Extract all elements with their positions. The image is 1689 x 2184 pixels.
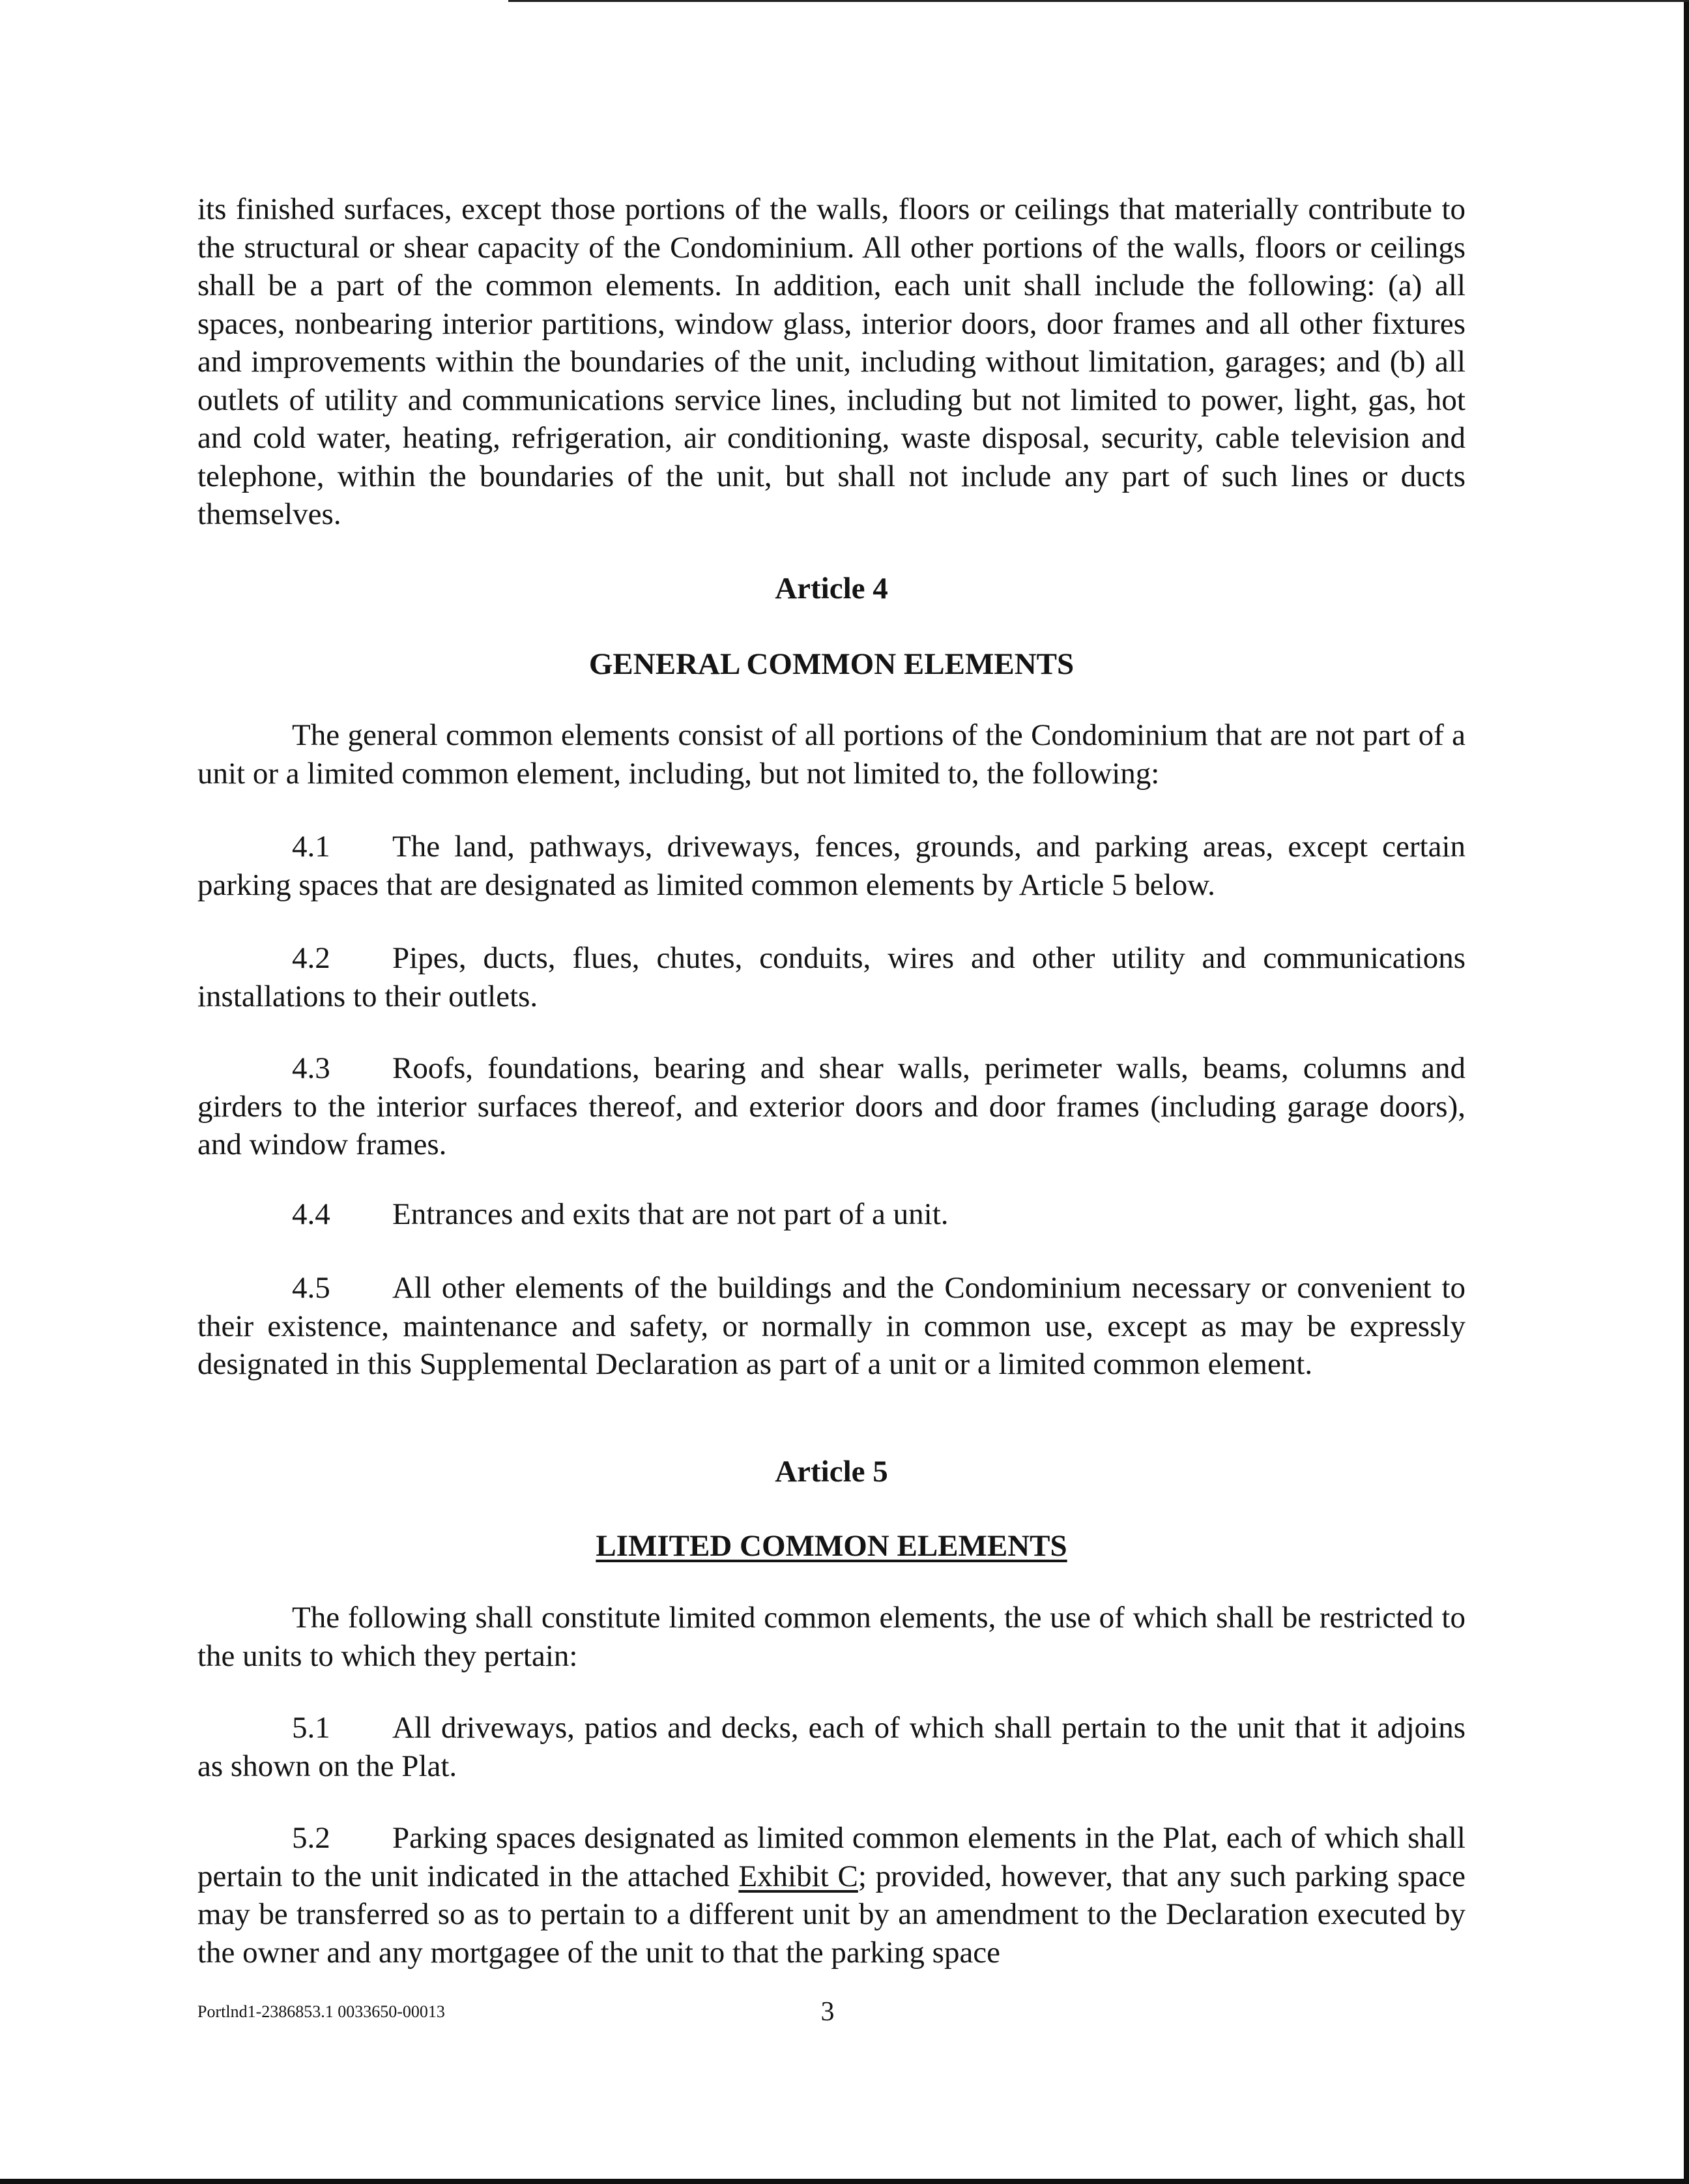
page-number: 3 xyxy=(820,1997,835,2027)
continuation-paragraph: its finished surfaces, except those portions of the walls, floors or ceilings that materially contribute to the structural or shear capacity of the Condominium. All other portions of the walls, floors or ceilings shall be a part of the common elements. In addition, each unit shall include the following: (a) all spaces, nonbearing interior partitions, window glass, interior doors, door frames and all other fixtures and improvements within the boundaries of the unit, including without limitation, garages; and (b) all outlets of utility and communications service lines, including but not limited to power, light, gas, hot and cold water, heating, refrigeration, air conditioning, waste disposal, security, cable television and telephone, within the boundaries of the unit, but shall not include any part of such lines or ducts themselves. xyxy=(197,192,1465,531)
section-text: All driveways, patios and decks, each of which shall pertain to the unit that it adjoins as shown on the Plat. xyxy=(197,1711,1465,1783)
section-number: 5.1 xyxy=(292,1711,330,1745)
article-4-label: Article 4 xyxy=(775,572,888,605)
section-number: 4.5 xyxy=(292,1271,330,1305)
section-text-before: Parking spaces designated as limited common elements in the Plat, each of which shall pertain to the unit indicated in the attached xyxy=(197,1821,1465,1893)
section-number: 4.1 xyxy=(292,830,330,864)
article-5-title: LIMITED COMMON ELEMENTS xyxy=(596,1529,1067,1563)
exhibit-c-reference: Exhibit C xyxy=(738,1859,858,1893)
footer-document-id: Portlnd1-2386853.1 0033650-00013 xyxy=(197,2002,445,2021)
section-4-5 xyxy=(197,1269,1465,1384)
section-4-2 xyxy=(197,939,1465,1015)
scan-top-edge xyxy=(508,0,1689,2)
section-number: 4.4 xyxy=(292,1197,330,1231)
section-text: Entrances and exits that are not part of a unit. xyxy=(392,1197,949,1231)
section-text: Roofs, foundations, bearing and shear walls, perimeter walls, beams, columns and girders to the interior surfaces thereof, and exterior doors and door frames (including garage doors), and window frames. xyxy=(197,1051,1465,1161)
section-4-4 xyxy=(197,1195,1465,1234)
section-text-after: ; provided, however, that any such parking space may be transferred so as to pertain to a different unit by an amendment to the Declaration executed by the owner and any mortgagee of the unit to that the parking space xyxy=(197,1859,1466,1970)
section-text: The land, pathways, driveways, fences, grounds, and parking areas, except certain parking spaces that are designated as limited common elements by Article 5 below. xyxy=(197,830,1465,902)
article-4-intro: The general common elements consist of all portions of the Condominium that are not part of a unit or a limited common element, including, but not limited to, the following: xyxy=(197,718,1465,791)
section-number: 5.2 xyxy=(292,1821,330,1855)
article-4-title: GENERAL COMMON ELEMENTS xyxy=(588,647,1075,681)
section-number: 4.3 xyxy=(292,1051,330,1085)
section-5-1 xyxy=(197,1709,1465,1785)
article-5-label: Article 5 xyxy=(775,1455,888,1489)
section-number: 4.2 xyxy=(292,941,330,975)
article-5-intro: The following shall constitute limited common elements, the use of which shall be restricted to the units to which they pertain: xyxy=(197,1601,1465,1673)
section-4-3 xyxy=(197,1049,1465,1164)
section-4-1 xyxy=(197,828,1465,904)
section-5-2 xyxy=(197,1819,1465,1972)
section-text: Pipes, ducts, flues, chutes, conduits, wires and other utility and communications installations to their outlets. xyxy=(197,941,1465,1013)
section-text: All other elements of the buildings and the Condominium necessary or convenient to their existence, maintenance and safety, or normally in common use, except as may be expressly designated in this Supplemental Declaration as part of a unit or a limited common element. xyxy=(197,1271,1465,1381)
